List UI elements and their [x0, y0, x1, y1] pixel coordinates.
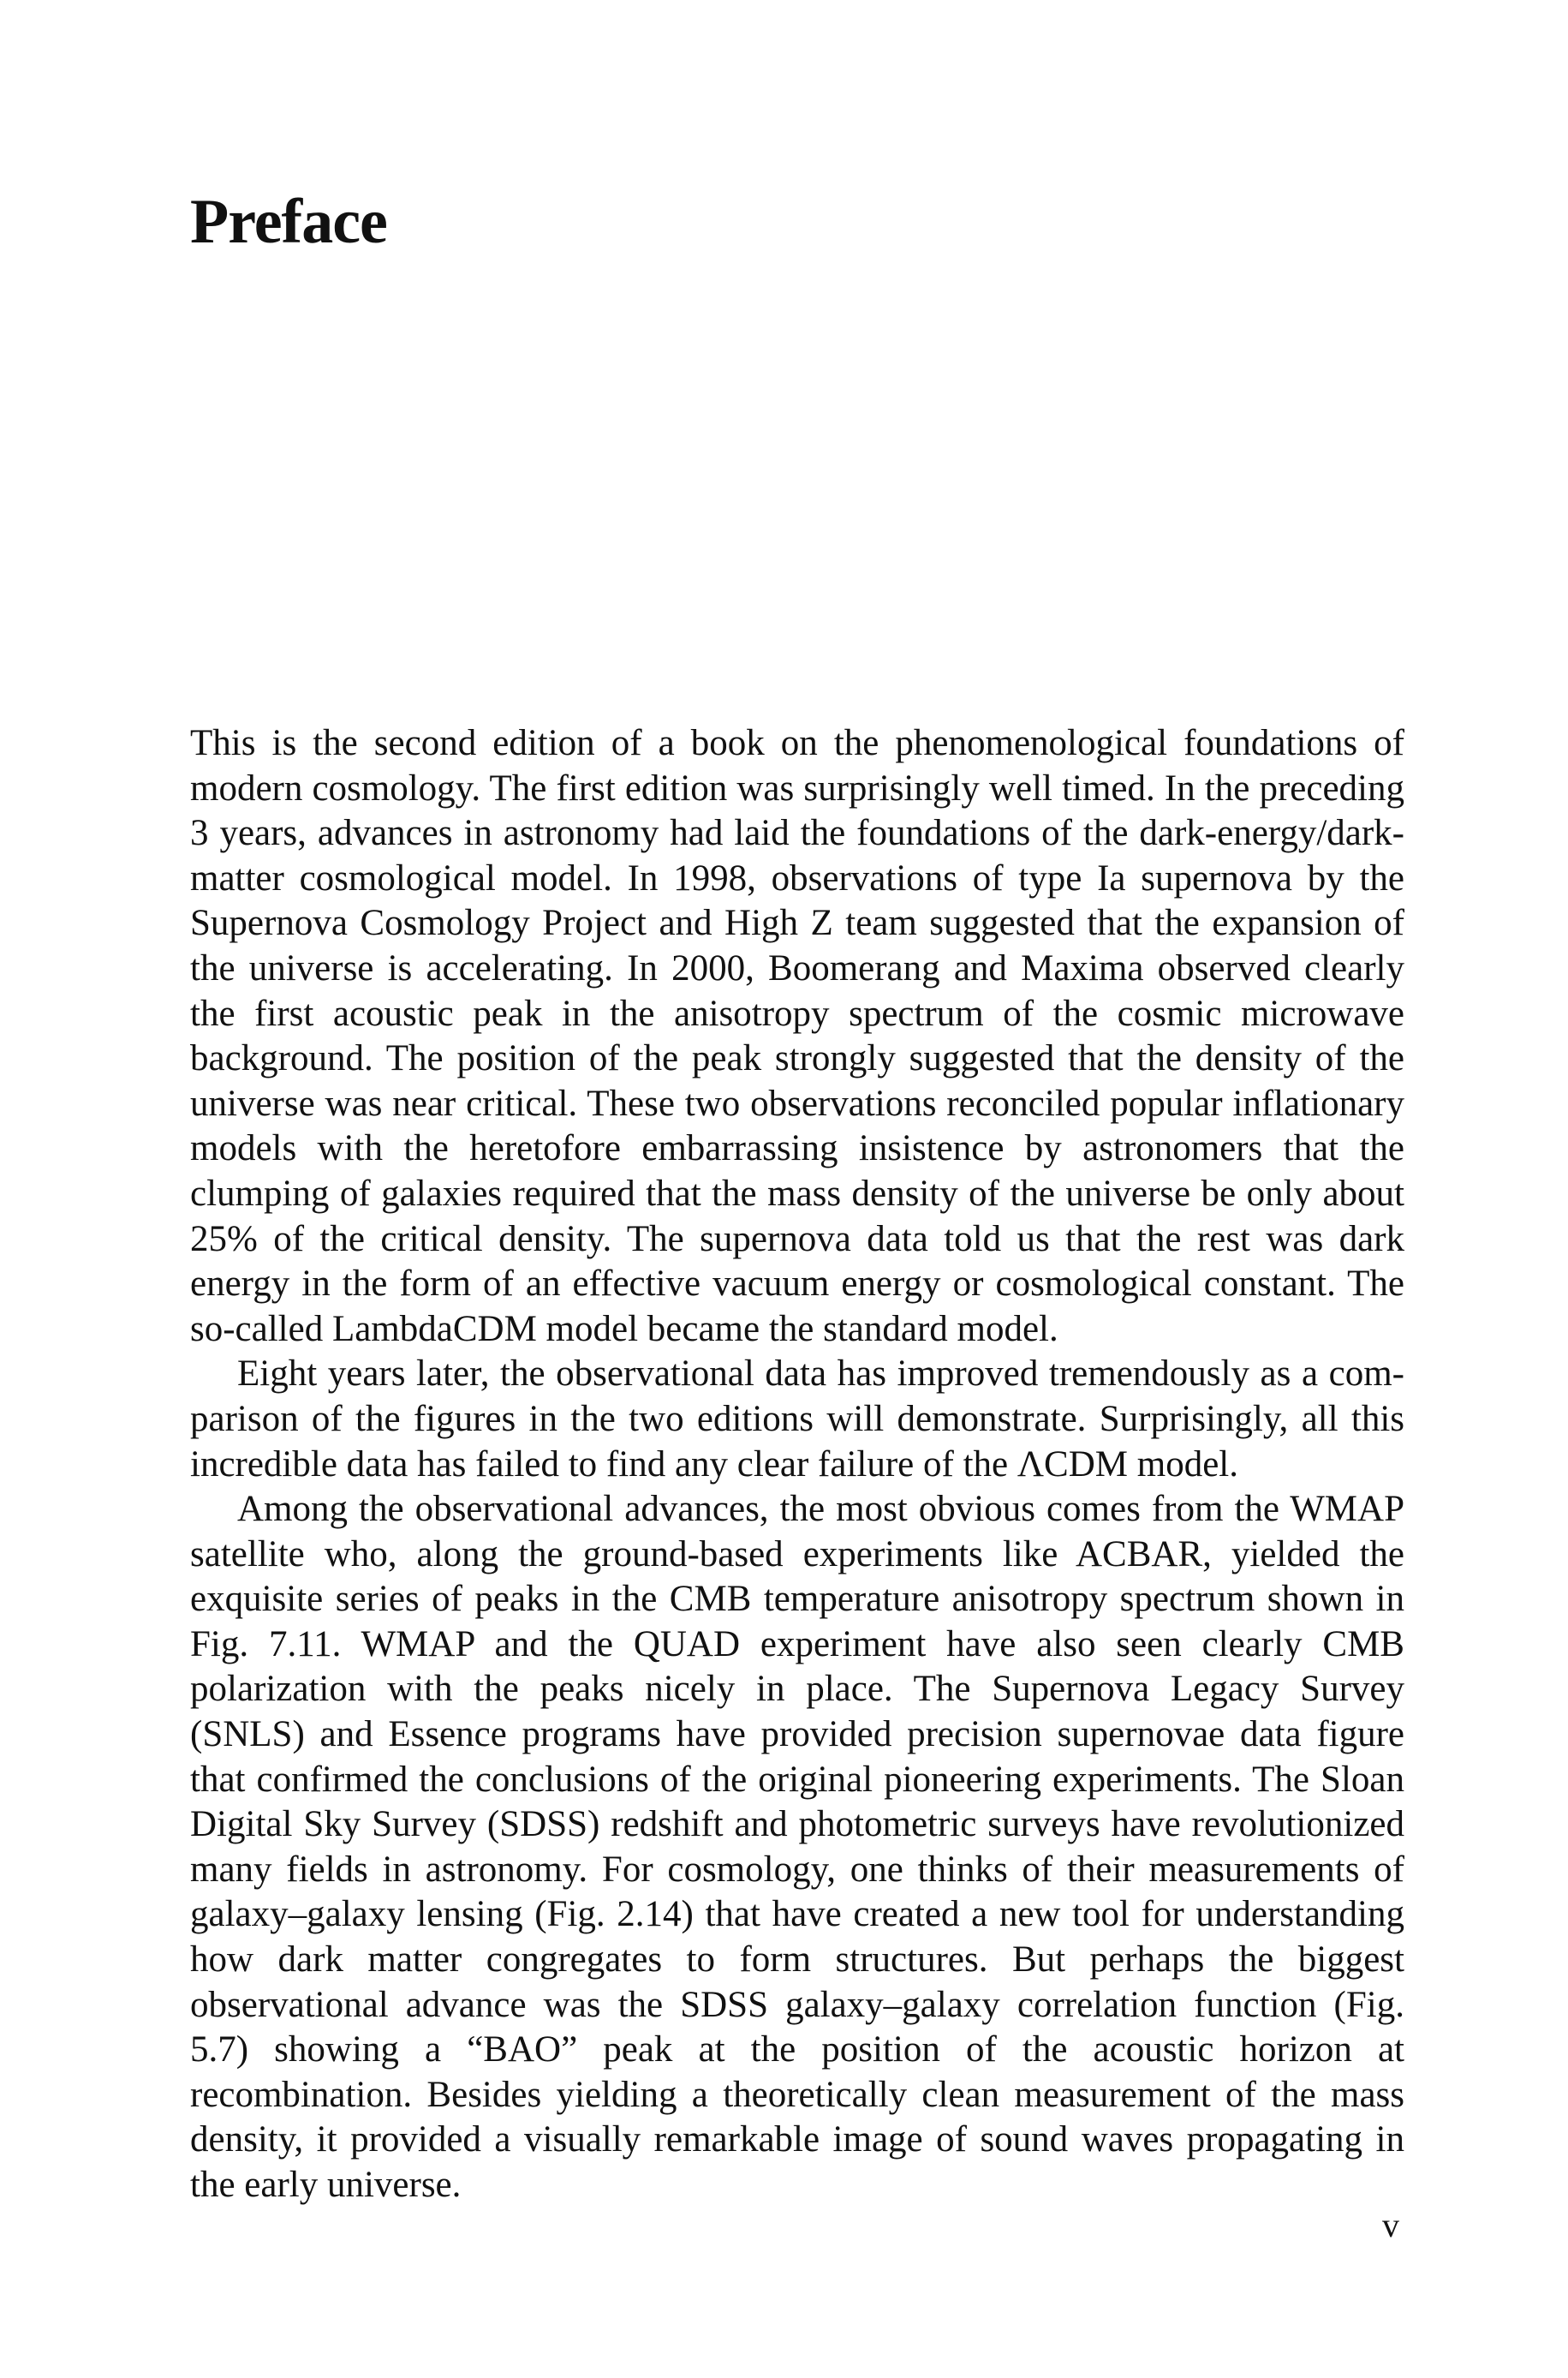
- paragraph-eight-years-later: Eight years later, the observational data has improved tremendously as a comparison of the figures in the two editions will demonstrate. Surprisingly, all this incredible data has failed to find any clear failure of the ΛCDM model.: [190, 1353, 1404, 1485]
- paragraph-observational-advances: Among the observational advances, the most obvious comes from the WMAP satellite who, along the ground-based experiments like ACBAR, yielded the exquisite series of peaks in the CMB temperature anisotropy spectrum shown in Fig. 7.11. WMAP and the QUAD experiment have also seen clearly CMB polarization with the peaks nicely in place. The Supernova Legacy Survey (SNLS) and Essence programs have provided precision supernovae data figure that confirmed the conclusions of the original pioneering experiments. The Sloan Digital Sky Survey (SDSS) redshift and photometric surveys have revolutionized many fields in astronomy. For cosmology, one thinks of their measurements of galaxy–galaxy lensing (Fig. 2.14) that have created a new tool for understanding how dark matter congregates to form structures. But perhaps the biggest observational advance was the SDSS galaxy–galaxy correlation function (Fig. 5.7) showing a “BAO” peak at the position of the acoustic horizon at recombination. Besides yielding a theoretically clean measurement of the mass density, it provided a visually remarkable image of sound waves propagating in the early universe.: [190, 1489, 1404, 2205]
- page-title: Preface: [190, 187, 387, 257]
- preface-body: [190, 721, 1404, 2208]
- page-number: v: [1382, 2206, 1399, 2244]
- paragraph-intro: This is the second edition of a book on the phenomenological foundations of modern cosmology. The first edition was surprisingly well timed. In the preceding 3 years, advances in astronomy had laid the foundations of the dark-energy/dark-matter cosmological model. In 1998, observations of type Ia supernova by the Supernova Cosmology Project and High Z team suggested that the expansion of the universe is accelerating. In 2000, Boomerang and Maxima observed clearly the first acoustic peak in the anisotropy spectrum of the cosmic microwave background. The position of the peak strongly suggested that the density of the universe was near critical. These two observations reconciled popular inflationary models with the heretofore embarrassing insistence by astronomers that the clumping of galaxies required that the mass density of the universe be only about 25% of the critical density. The supernova data told us that the rest was dark energy in the form of an effective vacuum energy or cosmological constant. The so-called LambdaCDM model became the standard model.: [190, 723, 1404, 1349]
